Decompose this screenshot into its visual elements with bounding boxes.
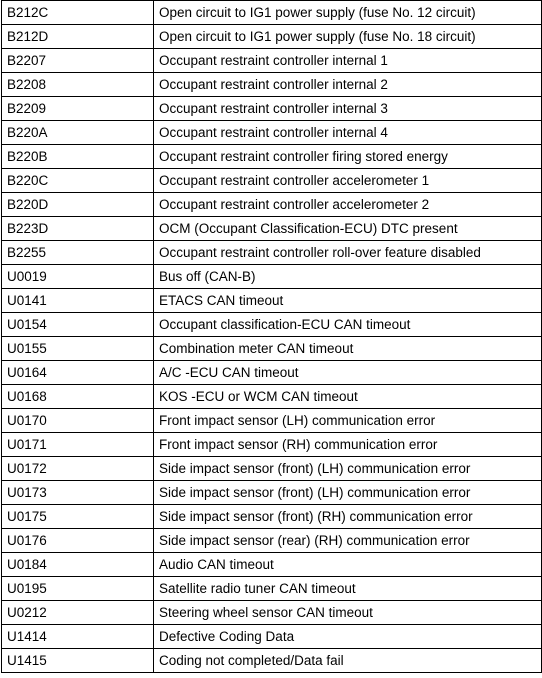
table-row	[2, 217, 542, 241]
dtc-code-cell: U0173	[2, 481, 154, 505]
dtc-code-cell: B223D	[2, 217, 154, 241]
dtc-description-cell: Occupant restraint controller internal 2	[154, 73, 542, 97]
table-row	[2, 49, 542, 73]
table-row	[2, 289, 542, 313]
dtc-description-cell: Audio CAN timeout	[154, 553, 542, 577]
table-row	[2, 625, 542, 649]
dtc-code-cell: B2207	[2, 49, 154, 73]
dtc-code-cell: U0170	[2, 409, 154, 433]
table-row	[2, 97, 542, 121]
dtc-code-cell: U0172	[2, 457, 154, 481]
dtc-code-cell: U1415	[2, 649, 154, 673]
dtc-code-cell: U0184	[2, 553, 154, 577]
dtc-code-cell: U0175	[2, 505, 154, 529]
table-row	[2, 601, 542, 625]
dtc-description-cell: Occupant restraint controller internal 4	[154, 121, 542, 145]
table-row	[2, 409, 542, 433]
dtc-code-cell: B2208	[2, 73, 154, 97]
table-row	[2, 457, 542, 481]
table-row	[2, 313, 542, 337]
dtc-code-cell: B220D	[2, 193, 154, 217]
table-row	[2, 193, 542, 217]
dtc-description-cell: Open circuit to IG1 power supply (fuse No. 18 circuit)	[154, 25, 542, 49]
dtc-description-cell: Occupant classification-ECU CAN timeout	[154, 313, 542, 337]
dtc-description-cell: ETACS CAN timeout	[154, 289, 542, 313]
dtc-code-cell: U0141	[2, 289, 154, 313]
dtc-code-cell: U1414	[2, 625, 154, 649]
dtc-code-cell: U0195	[2, 577, 154, 601]
dtc-code-cell: U0171	[2, 433, 154, 457]
table-row	[2, 481, 542, 505]
dtc-code-cell: B220B	[2, 145, 154, 169]
dtc-description-cell: Coding not completed/Data fail	[154, 649, 542, 673]
table-row	[2, 361, 542, 385]
table-row	[2, 25, 542, 49]
dtc-code-cell: B220C	[2, 169, 154, 193]
table-row	[2, 649, 542, 673]
dtc-code-cell: B2209	[2, 97, 154, 121]
dtc-description-cell: OCM (Occupant Classification-ECU) DTC present	[154, 217, 542, 241]
dtc-description-cell: Defective Coding Data	[154, 625, 542, 649]
dtc-description-cell: Open circuit to IG1 power supply (fuse No. 12 circuit)	[154, 1, 542, 25]
dtc-description-cell: Occupant restraint controller internal 1	[154, 49, 542, 73]
dtc-code-cell: B2255	[2, 241, 154, 265]
dtc-code-cell: U0212	[2, 601, 154, 625]
table-row	[2, 1, 542, 25]
table-row	[2, 505, 542, 529]
dtc-table	[1, 0, 542, 673]
dtc-description-cell: Satellite radio tuner CAN timeout	[154, 577, 542, 601]
dtc-description-cell: KOS -ECU or WCM CAN timeout	[154, 385, 542, 409]
table-row	[2, 433, 542, 457]
dtc-description-cell: Front impact sensor (RH) communication error	[154, 433, 542, 457]
dtc-code-cell: B220A	[2, 121, 154, 145]
table-row	[2, 169, 542, 193]
dtc-description-cell: Bus off (CAN-B)	[154, 265, 542, 289]
dtc-description-cell: Occupant restraint controller accelerometer 1	[154, 169, 542, 193]
dtc-code-cell: U0164	[2, 361, 154, 385]
dtc-description-cell: Side impact sensor (front) (LH) communication error	[154, 481, 542, 505]
dtc-description-cell: Occupant restraint controller internal 3	[154, 97, 542, 121]
dtc-code-cell: U0019	[2, 265, 154, 289]
dtc-code-cell: B212D	[2, 25, 154, 49]
dtc-code-cell: U0176	[2, 529, 154, 553]
table-row	[2, 529, 542, 553]
table-row	[2, 337, 542, 361]
dtc-description-cell: Front impact sensor (LH) communication error	[154, 409, 542, 433]
table-row	[2, 241, 542, 265]
dtc-code-cell: B212C	[2, 1, 154, 25]
table-row	[2, 553, 542, 577]
dtc-description-cell: Occupant restraint controller roll-over feature disabled	[154, 241, 542, 265]
dtc-code-cell: U0154	[2, 313, 154, 337]
table-row	[2, 121, 542, 145]
dtc-description-cell: Occupant restraint controller accelerometer 2	[154, 193, 542, 217]
table-row	[2, 577, 542, 601]
dtc-code-cell: U0155	[2, 337, 154, 361]
table-row	[2, 265, 542, 289]
table-row	[2, 385, 542, 409]
table-row	[2, 73, 542, 97]
dtc-code-cell: U0168	[2, 385, 154, 409]
dtc-description-cell: Steering wheel sensor CAN timeout	[154, 601, 542, 625]
dtc-description-cell: Side impact sensor (front) (LH) communication error	[154, 457, 542, 481]
dtc-description-cell: A/C -ECU CAN timeout	[154, 361, 542, 385]
dtc-table-body	[2, 1, 542, 673]
dtc-description-cell: Side impact sensor (front) (RH) communication error	[154, 505, 542, 529]
dtc-description-cell: Combination meter CAN timeout	[154, 337, 542, 361]
dtc-description-cell: Occupant restraint controller firing stored energy	[154, 145, 542, 169]
table-row	[2, 145, 542, 169]
dtc-description-cell: Side impact sensor (rear) (RH) communication error	[154, 529, 542, 553]
